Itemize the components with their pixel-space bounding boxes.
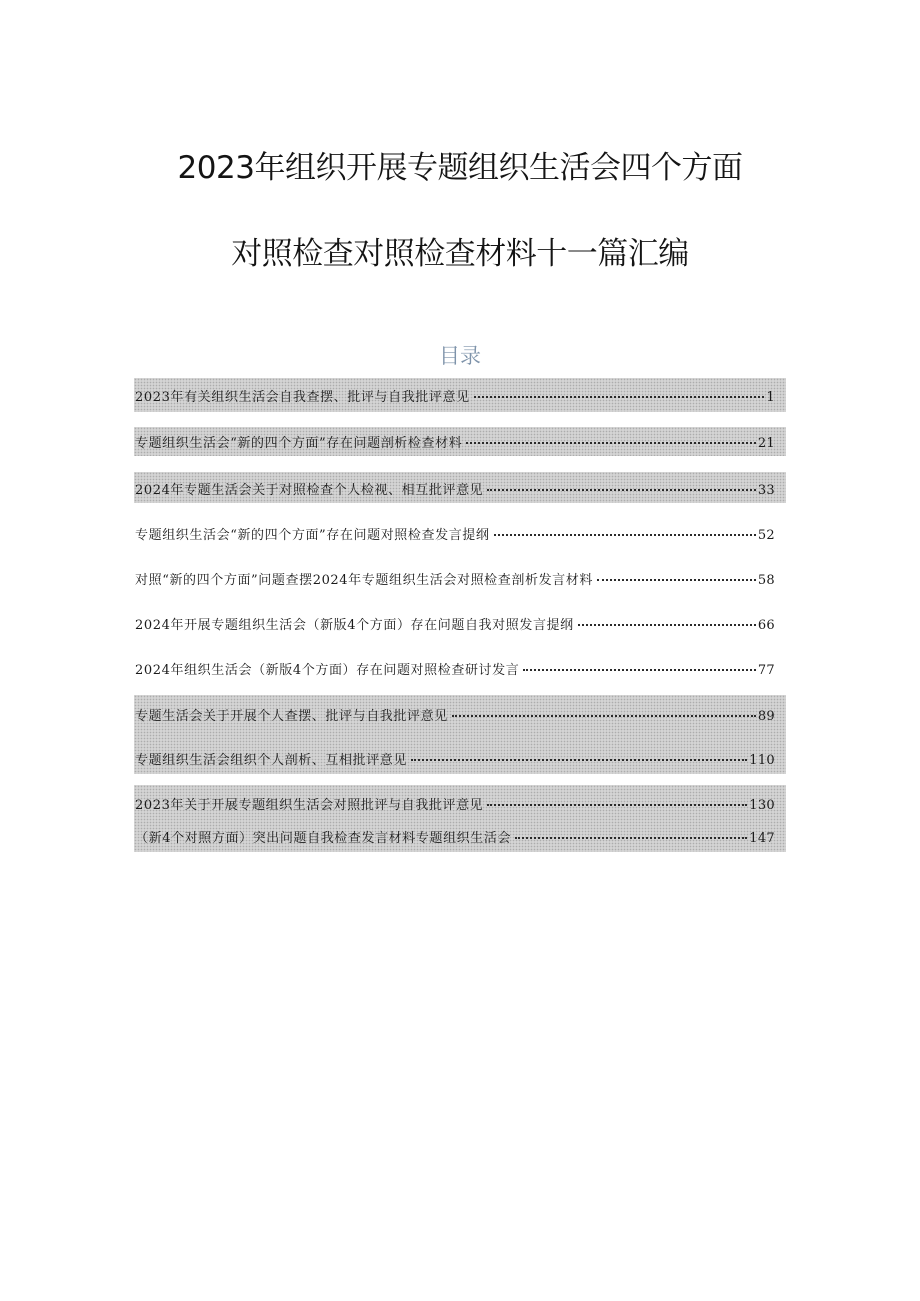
- toc-entry-title: （新4个对照方面）突出问题自我检查发言材料专题组织生活会: [135, 831, 512, 846]
- toc-entry-1[interactable]: [135, 386, 775, 406]
- document-title-line-1: 2023年组织开展专题组织生活会四个方面: [177, 150, 743, 186]
- toc-heading: 目录: [439, 344, 481, 368]
- toc-entry-title: 2024年专题生活会关于对照检查个人检视、相互批评意见: [135, 483, 484, 498]
- toc-entry-title: 对照“新的四个方面”问题查摆2024年专题组织生活会对照检查剖析发言材料: [135, 573, 593, 588]
- toc-entry-11[interactable]: [135, 827, 775, 847]
- toc-entry-3[interactable]: [135, 479, 775, 499]
- toc-entry-title: 专题组织生活会组织个人剖析、互相批评意见: [135, 753, 408, 768]
- toc-entry-page: 21: [757, 436, 775, 451]
- toc-entry-page: 33: [757, 483, 775, 498]
- toc-entry-page: 110: [749, 753, 775, 768]
- dot-leader: [466, 442, 756, 444]
- toc-entry-6[interactable]: [135, 614, 775, 634]
- dot-leader: [494, 534, 756, 536]
- toc-entry-page: 147: [749, 831, 775, 846]
- toc-entry-2[interactable]: [135, 432, 775, 452]
- dot-leader: [474, 396, 765, 398]
- dot-leader: [487, 489, 756, 491]
- toc-entry-title: 专题组织生活会“新的四个方面”存在问题对照检查发言提纲: [135, 528, 490, 543]
- toc-entry-5[interactable]: [135, 569, 775, 589]
- toc-entry-8[interactable]: [135, 705, 775, 725]
- toc-entry-page: 58: [757, 573, 775, 588]
- toc-entry-page: 89: [757, 709, 775, 724]
- toc-entry-title: 2023年有关组织生活会自我查摆、批评与自我批评意见: [135, 390, 470, 405]
- toc-entry-title: 2023年关于开展专题组织生活会对照批评与自我批评意见: [135, 798, 484, 813]
- toc-entry-9[interactable]: [135, 749, 775, 769]
- toc-entry-page: 52: [757, 528, 775, 543]
- dot-leader: [452, 715, 756, 717]
- dot-leader: [515, 837, 747, 839]
- toc-entry-page: 77: [757, 663, 775, 678]
- toc-entry-7[interactable]: [135, 659, 775, 679]
- toc-entry-page: 130: [749, 798, 775, 813]
- toc-entry-title: 2024年组织生活会（新版4个方面）存在问题对照检查研讨发言: [135, 663, 520, 678]
- toc-entry-10[interactable]: [135, 794, 775, 814]
- dot-leader: [578, 624, 756, 626]
- toc-entry-page: 1: [766, 390, 775, 405]
- toc-entry-title: 2024年开展专题组织生活会（新版4个方面）存在问题自我对照发言提纲: [135, 618, 574, 633]
- document-title-line-2: 对照检查对照检查材料十一篇汇编: [231, 236, 689, 272]
- dot-leader: [597, 579, 756, 581]
- toc-entry-page: 66: [757, 618, 775, 633]
- dot-leader: [523, 669, 755, 671]
- dot-leader: [487, 804, 747, 806]
- toc-entry-title: 专题生活会关于开展个人查摆、批评与自我批评意见: [135, 709, 448, 724]
- dot-leader: [411, 759, 747, 761]
- toc-entry-4[interactable]: [135, 524, 775, 544]
- toc-entry-title: 专题组织生活会“新的四个方面”存在问题剖析检查材料: [135, 436, 463, 451]
